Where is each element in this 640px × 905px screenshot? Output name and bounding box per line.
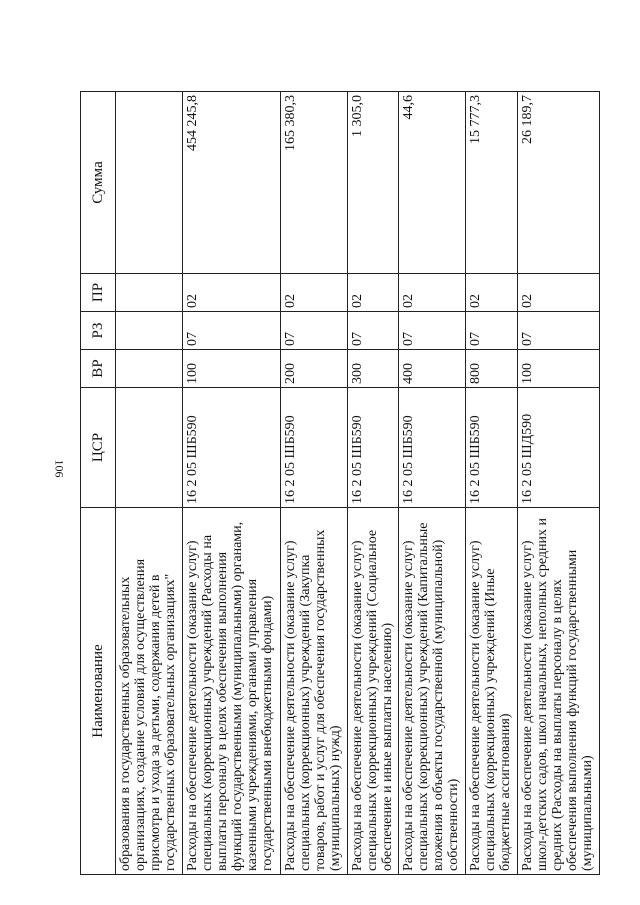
cell-rz — [116, 312, 183, 350]
cell-pr: 02 — [399, 274, 466, 312]
cell-csr — [116, 388, 183, 508]
header-sum: Сумма — [81, 92, 116, 274]
table-row — [182, 92, 280, 875]
cell-vr: 100 — [182, 350, 280, 388]
cell-vr: 100 — [517, 350, 599, 388]
cell-sum: 26 189,7 — [517, 92, 599, 274]
cell-name: Расходы на обеспечение деятельности (оказание услуг) специальных (коррекционных) учреждений (Иные бюджетные ассигнования) — [466, 508, 517, 875]
cell-vr: 300 — [347, 350, 398, 388]
page-number: 106 — [52, 459, 67, 478]
cell-rz: 07 — [280, 312, 347, 350]
header-pr: ПР — [81, 274, 116, 312]
cell-rz: 07 — [347, 312, 398, 350]
cell-csr: 16 2 05 ШБ590 — [399, 388, 466, 508]
cell-pr: 02 — [280, 274, 347, 312]
rotated-page-content — [80, 92, 600, 875]
cell-sum: 165 380,3 — [280, 92, 347, 274]
cell-rz: 07 — [466, 312, 517, 350]
table-row — [517, 92, 599, 875]
cell-sum: 15 777,3 — [466, 92, 517, 274]
cell-name: Расходы на обеспечение деятельности (оказание услуг) специальных (коррекционных) учреждений (Закупка товаров, работ и услуг для обеспечения государственных (муниципальных) нужд) — [280, 508, 347, 875]
cell-rz: 07 — [399, 312, 466, 350]
cell-name: Расходы на обеспечение деятельности (оказание услуг) специальных (коррекционных) учреждений (Капитальные вложения в объекты государственной (муниципальной) собственности) — [399, 508, 466, 875]
cell-csr: 16 2 05 ШБ590 — [280, 388, 347, 508]
cell-pr: 02 — [466, 274, 517, 312]
cell-vr: 800 — [466, 350, 517, 388]
cell-vr: 200 — [280, 350, 347, 388]
header-rz: РЗ — [81, 312, 116, 350]
cell-csr: 16 2 05 ШБ590 — [466, 388, 517, 508]
cell-sum: 44,6 — [399, 92, 466, 274]
header-csr: ЦСР — [81, 388, 116, 508]
cell-sum — [116, 92, 183, 274]
table-header-row — [81, 92, 116, 875]
cell-rz: 07 — [182, 312, 280, 350]
cell-name: Расходы на обеспечение деятельности (оказание услуг) специальных (коррекционных) учреждений (Социальное обеспечение и иные выплаты населению) — [347, 508, 398, 875]
table-row — [399, 92, 466, 875]
cell-vr: 400 — [399, 350, 466, 388]
cell-csr: 16 2 05 ШБ590 — [347, 388, 398, 508]
cell-pr: 02 — [517, 274, 599, 312]
cell-name: образования в государственных образовательных организациях, создание условий для осуществления присмотра и ухода за детьми, содержания детей в государственных образовательных организациях" — [116, 508, 183, 875]
cell-sum: 454 245,8 — [182, 92, 280, 274]
table-row — [280, 92, 347, 875]
cell-csr: 16 2 05 ШД590 — [517, 388, 599, 508]
header-name: Наименование — [81, 508, 116, 875]
cell-name: Расходы на обеспечение деятельности (оказание услуг) специальных (коррекционных) учреждений (Расходы на выплаты персоналу в целях обеспечения выполнения функций государственными (муниципальными) органами, казенными учреждениями, органами управления государственными внебюджетными фондами) — [182, 508, 280, 875]
table-row — [347, 92, 398, 875]
budget-table — [80, 91, 600, 875]
cell-pr: 02 — [347, 274, 398, 312]
table-row — [466, 92, 517, 875]
cell-pr: 02 — [182, 274, 280, 312]
cell-sum: 1 305,0 — [347, 92, 398, 274]
cell-csr: 16 2 05 ШБ590 — [182, 388, 280, 508]
cell-pr — [116, 274, 183, 312]
header-vr: ВР — [81, 350, 116, 388]
table-row — [116, 92, 183, 875]
cell-rz: 07 — [517, 312, 599, 350]
cell-vr — [116, 350, 183, 388]
cell-name: Расходы на обеспечение деятельности (оказание услуг) школ-детских садов, школ начальных, неполных средних и средних (Расходы на выплаты персоналу в целях обеспечения выполнения функций государственными (муниципальными) — [517, 508, 599, 875]
